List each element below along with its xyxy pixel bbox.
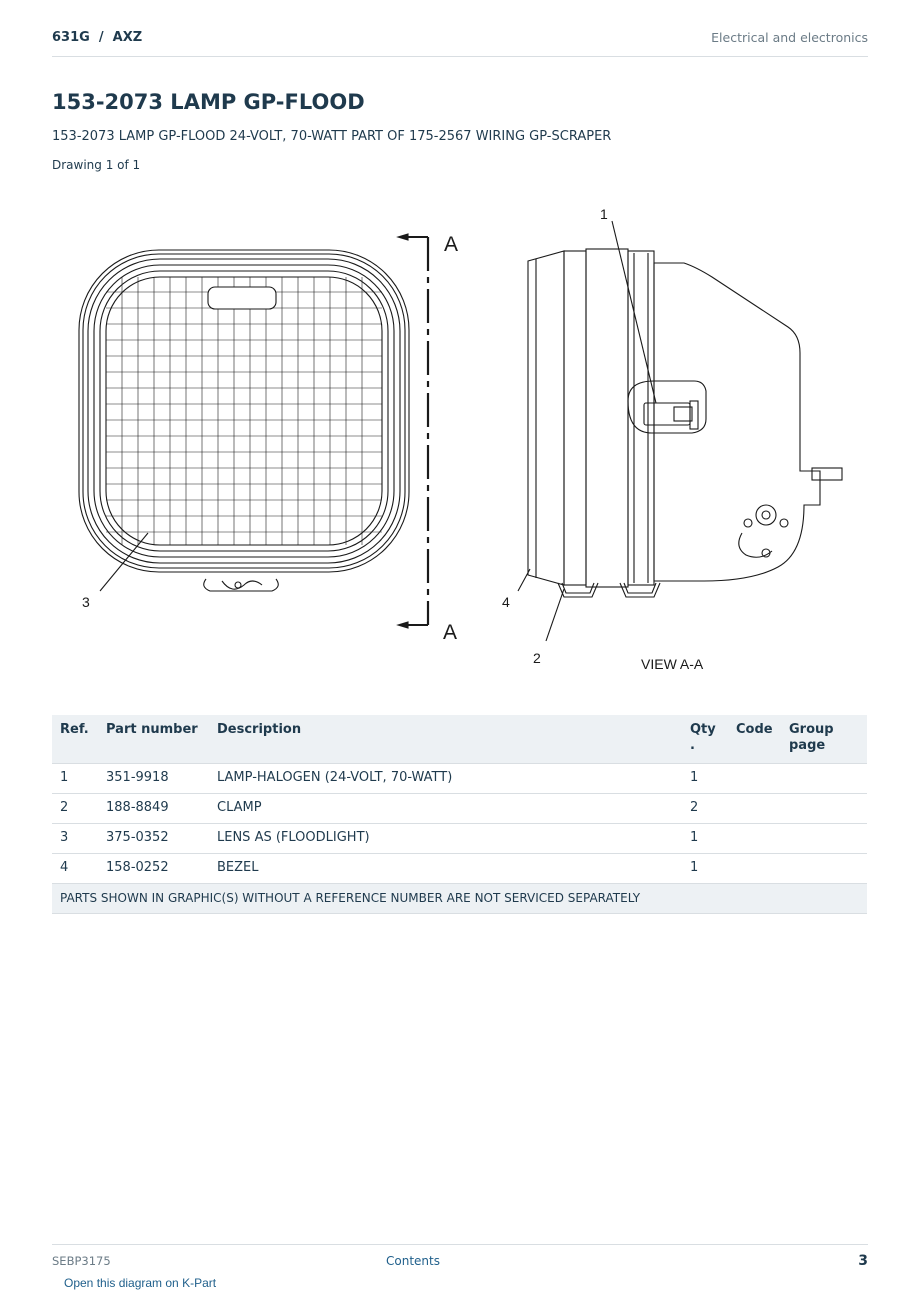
parts-table	[52, 715, 867, 914]
page-title: 153-2073 LAMP GP-FLOOD	[52, 90, 365, 114]
header-part-number: Part number	[98, 715, 209, 764]
cell-qty: 1	[682, 824, 728, 854]
section-name: Electrical and electronics	[711, 30, 868, 45]
cell-description: CLAMP	[209, 794, 682, 824]
table-note-row	[52, 884, 867, 914]
service-note: PARTS SHOWN IN GRAPHIC(S) WITHOUT A REFERENCE NUMBER ARE NOT SERVICED SEPARATELY	[52, 884, 867, 914]
page-number: 3	[858, 1253, 868, 1269]
page-subtitle: 153-2073 LAMP GP-FLOOD 24-VOLT, 70-WATT PART OF 175-2567 WIRING GP-SCRAPER	[52, 129, 612, 144]
cell-ref: 4	[52, 854, 98, 884]
kpart-link[interactable]: Open this diagram on K-Part	[64, 1276, 217, 1290]
lamp-drawing	[52, 195, 868, 690]
table-row	[52, 824, 867, 854]
table-row	[52, 764, 867, 794]
badge-plate	[208, 287, 276, 309]
cell-group-page	[781, 824, 867, 854]
lens-grid	[106, 277, 382, 545]
cell-part-number: 351-9918	[98, 764, 209, 794]
cell-description: BEZEL	[209, 854, 682, 884]
header-description: Description	[209, 715, 682, 764]
front-view	[79, 250, 409, 591]
cell-qty: 2	[682, 794, 728, 824]
header-group-page: Group page	[781, 715, 867, 764]
callout-3: 3	[82, 594, 90, 610]
drawing-counter: Drawing 1 of 1	[52, 158, 141, 172]
cell-code	[728, 854, 781, 884]
cell-group-page	[781, 794, 867, 824]
rear-connector	[812, 468, 842, 480]
header-code: Code	[728, 715, 781, 764]
section-mark-bottom: A	[443, 621, 458, 644]
cell-group-page	[781, 854, 867, 884]
cell-group-page	[781, 764, 867, 794]
cell-ref: 1	[52, 764, 98, 794]
table-row	[52, 794, 867, 824]
cell-part-number: 158-0252	[98, 854, 209, 884]
header-qty: Qty .	[682, 715, 728, 764]
lamp-housing	[654, 263, 820, 581]
lens-outline	[106, 277, 382, 545]
section-mark-top: A	[444, 233, 459, 256]
contents-link[interactable]: Contents	[386, 1254, 440, 1268]
bezel-side	[528, 251, 564, 585]
table-row	[52, 854, 867, 884]
cell-description: LAMP-HALOGEN (24-VOLT, 70-WATT)	[209, 764, 682, 794]
parts-diagram	[52, 195, 868, 690]
machine-model: 631G / AXZ	[52, 30, 143, 45]
cell-code	[728, 794, 781, 824]
header-ref: Ref.	[52, 715, 98, 764]
side-view	[528, 249, 842, 672]
page-footer	[52, 1244, 868, 1275]
section-line	[398, 233, 458, 644]
cell-description: LENS AS (FLOODLIGHT)	[209, 824, 682, 854]
cell-ref: 2	[52, 794, 98, 824]
table-header-row	[52, 715, 867, 764]
callout-2: 2	[533, 650, 541, 666]
page-header	[52, 28, 868, 57]
cell-code	[728, 824, 781, 854]
cell-code	[728, 764, 781, 794]
view-label: VIEW A-A	[641, 656, 704, 672]
cell-qty: 1	[682, 764, 728, 794]
callout-4: 4	[502, 594, 510, 610]
callout-1: 1	[600, 206, 608, 222]
document-id: SEBP3175	[52, 1254, 111, 1268]
cell-ref: 3	[52, 824, 98, 854]
cell-part-number: 188-8849	[98, 794, 209, 824]
cell-part-number: 375-0352	[98, 824, 209, 854]
cell-qty: 1	[682, 854, 728, 884]
